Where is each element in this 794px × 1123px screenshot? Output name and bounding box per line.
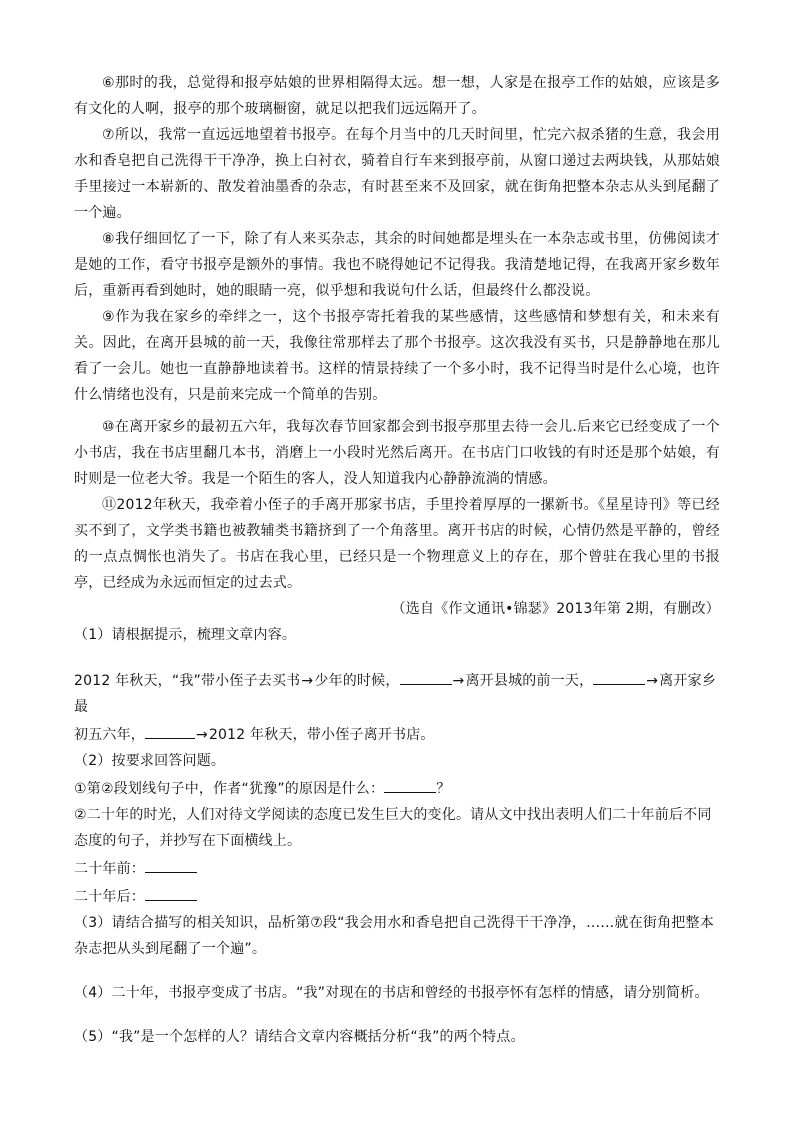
- arrow-icon: →: [646, 673, 659, 689]
- before-answer-line: [74, 854, 720, 882]
- question-2-sub-2: ②二十年的时光，人们对待文学阅读的态度已发生巨大的变化。请从文中找出表明人们二十年前后不同态度的句子，并抄写在下面横线上。: [74, 807, 712, 849]
- flow-text: 初五六年，: [74, 727, 145, 743]
- answer-blank[interactable]: [145, 882, 197, 901]
- question-1-flow-line-1: [74, 666, 720, 720]
- question-3-prompt: （3）请结合描写的相关知识，品析第⑦段“我会用水和香皂把自己洗得干干净净，……就在街角把整本杂志把从头到尾翻了一个遍”。: [74, 915, 714, 957]
- flow-text: 2012 年秋天，“我”带小侄子去买书: [74, 673, 301, 689]
- question-1-flow-line-2: [74, 720, 720, 748]
- paragraph-6: ⑥那时的我，总觉得和报亭姑娘的世界相隔得太远。想一想，人家是在报亭工作的姑娘，应该是多有文化的人啊，报亭的那个玻璃橱窗，就足以把我们远远隔开了。: [74, 75, 720, 117]
- paragraph-7: ⑦所以，我常一直远远地望着书报亭。在每个月当中的几天时间里，忙完六叔杀猪的生意，我会用水和香皂把自己洗得干干净净，换上白衬衣，骑着自行车来到报亭前，从窗口递过去两块钱，从那姑娘手里接过一本崭新的、散发着油墨香的杂志，有时甚至来不及回家，就在街角把整本杂志从头到尾翻了一个遍。: [74, 127, 720, 221]
- after-answer-line: [74, 882, 720, 910]
- arrow-icon: →: [301, 673, 314, 689]
- answer-blank[interactable]: [384, 774, 436, 793]
- arrow-icon: →: [452, 673, 465, 689]
- flow-text: 2012 年秋天，带小侄子离开书店。: [208, 727, 435, 743]
- sub-question-text: ①第②段划线句子中，作者“犹豫”的原因是什么：: [74, 781, 385, 797]
- paragraph-8: ⑧我仔细回忆了一下，除了有人来买杂志，其余的时间她都是埋头在一本杂志或书里，仿佛阅读才是她的工作，看守书报亭是额外的事情。我也不晓得她记不记得我。我清楚地记得，在我离开家乡数年后，重新再看到她时，她的眼睛一亮，似乎想和我说句什么话，但最终什么都没说。: [74, 231, 720, 299]
- flow-text: 少年的时候，: [314, 673, 400, 689]
- before-label: 二十年前：: [74, 861, 145, 877]
- paragraph-10: ⑩在离开家乡的最初五六年，我每次春节回家都会到书报亭那里去待一会儿.后来它已经变成了一个小书店，我在书店里翻几本书，消磨上一小段时光然后离开。在书店门口收钱的有时还是那个姑娘，有时则是一位老大爷。我是一个陌生的客人，没人知道我内心静静流淌的情感。: [74, 419, 720, 487]
- question-2-prompt: （2）按要求回答问题。: [74, 753, 226, 769]
- source-citation: （选自《作文通讯•锦瑟》2013年第 2期，有删改）: [391, 601, 720, 617]
- flow-text: 离开家乡最: [74, 673, 717, 715]
- question-5-prompt: （5）“我”是一个怎样的人？请结合文章内容概括分析“我”的两个特点。: [74, 1029, 525, 1045]
- question-2-sub-1: [74, 774, 720, 802]
- answer-blank[interactable]: [145, 720, 195, 739]
- flow-text: 离开县城的前一天，: [465, 673, 594, 689]
- answer-blank[interactable]: [593, 666, 645, 685]
- document-page: [74, 70, 720, 1050]
- answer-blank[interactable]: [145, 854, 197, 873]
- question-1-prompt: （1）请根据提示，梳理文章内容。: [74, 627, 297, 643]
- answer-blank[interactable]: [400, 666, 452, 685]
- sub-question-end: ？: [436, 781, 451, 797]
- after-label: 二十年后：: [74, 889, 145, 905]
- paragraph-9: ⑨作为我在家乡的牵绊之一，这个书报亭寄托着我的某些感情，这些感情和梦想有关，和未来有关。因此，在离开县城的前一天，我像往常那样去了那个书报亭。这次我没有买书，只是静静地在那儿看了一会儿。她也一直静静地读着书。这样的情景持续了一个多小时，我不记得当时是什么心境，也许什么情绪也没有，只是前来完成一个简单的告别。: [74, 309, 720, 403]
- paragraph-11: ⑪2012年秋天，我牵着小侄子的手离开那家书店，手里拎着厚厚的一摞新书。《星星诗刊》等已经买不到了，文学类书籍也被教辅类书籍挤到了一个角落里。离开书店的时候，心情仍然是平静的，曾经的一点点惆怅也消失了。书店在我心里，已经只是一个物理意义上的存在，那个曾驻在我心里的书报亭，已经成为永远而恒定的过去式。: [74, 497, 720, 591]
- question-4-prompt: （4）二十年，书报亭变成了书店。“我”对现在的书店和曾经的书报亭怀有怎样的情感，请分别简析。: [74, 985, 709, 1001]
- arrow-icon: →: [196, 727, 208, 743]
